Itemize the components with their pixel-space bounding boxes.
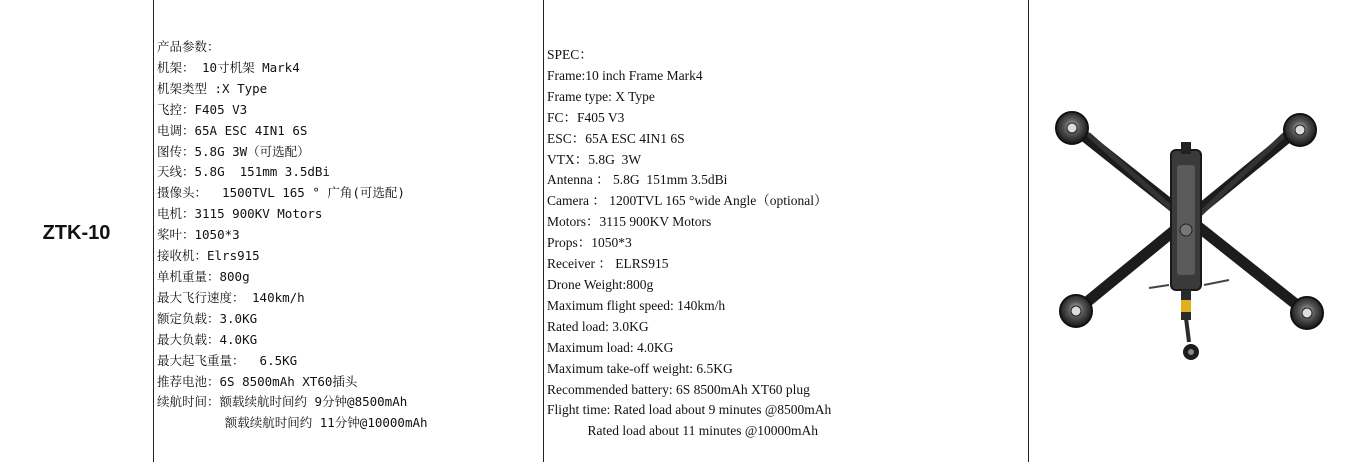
spec-list-english xyxy=(547,45,831,442)
en-spec-line: Maximum take-off weight: 6.5KG xyxy=(547,360,733,376)
cn-spec-line: 单机重量：800g xyxy=(157,268,250,284)
column-divider-2 xyxy=(543,0,544,462)
en-spec-line: Drone Weight:800g xyxy=(547,276,654,292)
en-spec-line: Frame type: X Type xyxy=(547,88,655,104)
cn-spec-line: 摄像头： 1500TVL 165 ° 广角(可选配) xyxy=(157,185,405,201)
en-spec-line: Maximum flight speed: 140km/h xyxy=(547,297,726,313)
cn-spec-line: 推荐电池：6S 8500mAh XT60插头 xyxy=(157,373,358,389)
en-spec-line: Props：1050*3 xyxy=(547,235,632,251)
en-spec-line: SPEC： xyxy=(547,47,593,62)
spec-list-chinese xyxy=(157,37,428,434)
model-name: ZTK-10 xyxy=(42,222,111,244)
column-divider-1 xyxy=(153,0,154,462)
en-spec-line: Maximum load: 4.0KG xyxy=(547,339,674,355)
cn-spec-line: 天线：5.8G 151mm 3.5dBi xyxy=(157,164,330,180)
en-spec-line: ESC：65A ESC 4IN1 6S xyxy=(547,130,685,146)
en-spec-line: Flight time: Rated load about 9 minutes @8500mAh xyxy=(547,402,832,418)
en-spec-line: Recommended battery: 6S 8500mAh XT60 plug xyxy=(547,381,810,397)
cn-spec-line: 产品参数： xyxy=(157,39,220,54)
cn-spec-line: 最大起飞重量： 6.5KG xyxy=(157,352,298,368)
cn-spec-line: 最大负载：4.0KG xyxy=(157,331,258,347)
cn-spec-line: 电机：3115 900KV Motors xyxy=(157,206,323,222)
en-spec-line: VTX：5.8G 3W xyxy=(547,151,642,167)
cn-spec-line: 机架类型 :X Type xyxy=(157,80,268,96)
cn-spec-line: 图传：5.8G 3W（可选配） xyxy=(157,143,310,159)
en-spec-line: Rated load about 11 minutes @10000mAh xyxy=(547,423,819,439)
cn-spec-line: 桨叶：1050*3 xyxy=(157,227,240,243)
en-spec-line: Receiver ： ELRS915 xyxy=(547,256,669,272)
cn-spec-line: 额定负载：3.0KG xyxy=(157,310,258,326)
cn-spec-line: 电调：65A ESC 4IN1 6S xyxy=(157,122,308,138)
cn-spec-line: 机架： 10寸机架 Mark4 xyxy=(157,59,300,75)
drone-image xyxy=(1029,0,1354,462)
en-spec-line: Rated load: 3.0KG xyxy=(547,318,649,334)
en-spec-line: Frame:10 inch Frame Mark4 xyxy=(547,67,703,83)
en-spec-line: Antenna ： 5.8G 151mm 3.5dBi xyxy=(547,172,728,188)
cn-spec-line: 飞控：F405 V3 xyxy=(157,101,248,117)
en-spec-line: Camera ： 1200TVL 165 °wide Angle（optional） xyxy=(547,193,828,209)
cn-spec-line: 接收机：Elrs915 xyxy=(157,248,260,264)
en-spec-line: Motors：3115 900KV Motors xyxy=(547,214,712,230)
cn-spec-line: 续航时间：额载续航时间约 9分钟@8500mAh xyxy=(157,394,408,410)
cn-spec-line: 额载续航时间约 11分钟@10000mAh xyxy=(157,415,428,431)
cn-spec-line: 最大飞行速度： 140km/h xyxy=(157,289,305,305)
en-spec-line: FC：F405 V3 xyxy=(547,109,625,125)
